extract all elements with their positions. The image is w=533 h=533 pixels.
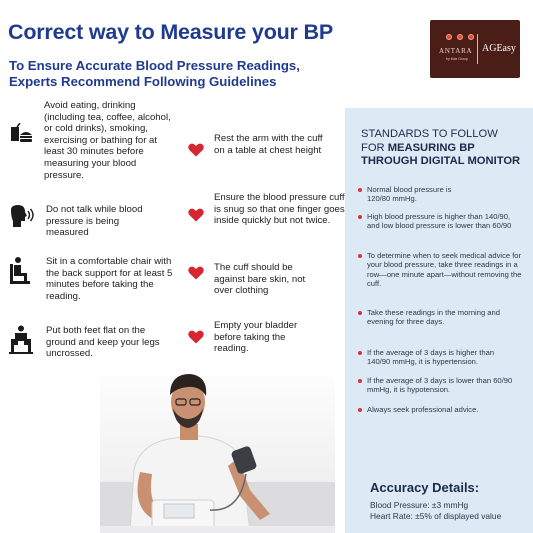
bullet-icon	[358, 408, 362, 412]
accuracy-hr: Heart Rate: ±5% of displayed value	[370, 511, 502, 521]
accuracy-bp: Blood Pressure: ±3 mmHg	[370, 500, 469, 510]
standard-item	[358, 251, 528, 289]
tip-bladder	[188, 320, 319, 355]
standard-text: If the average of 3 days is lower than 60/90 mmHg, it is hypotension.	[367, 376, 513, 395]
tip-text: Empty your bladder before taking the reading.	[214, 320, 298, 355]
standard-item	[358, 185, 528, 204]
heart-icon	[188, 143, 204, 157]
bullet-icon	[358, 188, 362, 192]
tip-text: Put both feet flat on the ground and keep your legs uncrossed.	[46, 325, 160, 360]
standard-item	[358, 212, 528, 231]
heart-icon	[188, 330, 204, 344]
panel-heading-prefix: FOR	[361, 141, 388, 154]
heart-icon	[188, 266, 204, 280]
man-measuring-bp-image	[100, 362, 335, 533]
standard-item	[358, 376, 528, 395]
standard-text: Take these readings in the morning and evening for three days.	[367, 308, 500, 327]
bullet-icon	[358, 311, 362, 315]
speaking-head-icon	[8, 204, 34, 234]
page-subtitle: To Ensure Accurate Blood Pressure Readings, Experts Recommend Following Guidelines	[9, 58, 300, 89]
bullet-icon	[358, 215, 362, 219]
tip-feet-flat	[8, 325, 178, 360]
tip-text: Rest the arm with the cuff on a table at chest height	[214, 133, 323, 156]
standard-text: Normal blood pressure is 120/80 mmHg.	[367, 185, 452, 204]
panel-heading	[361, 128, 521, 169]
panel-heading-bold: MEASURING BP THROUGH DIGITAL MONITOR	[361, 141, 521, 167]
tip-no-talk	[8, 204, 178, 239]
tip-text: Sit in a comfortable chair with the back support for at least 5 minutes before taking the reading.	[46, 256, 173, 302]
tip-text: Do not talk while blood pressure is being measured	[46, 204, 143, 239]
brand-logo	[430, 20, 520, 78]
heart-icon	[188, 208, 204, 222]
tip-bare-skin	[188, 262, 319, 297]
panel-heading-line2	[361, 142, 521, 169]
standard-item	[358, 348, 528, 367]
standard-text: If the average of 3 days is higher than 140/90 mmHg, it is hypertension.	[367, 348, 495, 367]
tip-text: Ensure the blood pressure cuff is snug so that one finger goes inside quickly but not twice.	[214, 192, 345, 227]
standard-text: To determine when to seek medical advice for your blood pressure, take three readings in a row—one minute apart—without removing the cuff.	[367, 251, 522, 289]
standard-item	[358, 308, 528, 327]
logo-brand-right: AGEasy	[482, 43, 516, 54]
bullet-icon	[358, 379, 362, 383]
logo-brand-left: ANTARA	[439, 47, 473, 55]
tip-no-food	[8, 100, 178, 181]
tip-text: The cuff should be against bare skin, not over clothing	[214, 262, 306, 297]
standard-text: High blood pressure is higher than 140/90, and low blood pressure is lower than 60/90	[367, 212, 512, 231]
tip-text: Avoid eating, drinking (including tea, coffee, alcohol, or cold drinks), smoking, exercising or bathing for at least 30 minutes before measuring your blood pressure.	[44, 100, 171, 181]
standards-panel	[345, 108, 533, 533]
logo-divider	[477, 34, 478, 64]
accuracy-title: Accuracy Details:	[370, 480, 480, 495]
bullet-icon	[358, 351, 362, 355]
panel-heading-line1: STANDARDS TO FOLLOW	[361, 128, 498, 140]
page-title: Correct way to Measure your BP	[8, 20, 333, 44]
standard-text: Always seek professional advice.	[367, 405, 479, 414]
standard-item	[358, 405, 528, 414]
fast-food-icon	[8, 123, 34, 153]
logo-brand-left-sub: by Max Group	[446, 57, 468, 61]
feet-flat-icon	[8, 325, 34, 355]
tip-cuff-snug	[188, 192, 346, 227]
person-seated-icon	[8, 256, 34, 286]
logo-dots-icon	[446, 34, 474, 40]
tip-arm-rest	[188, 133, 329, 157]
tip-sit	[8, 256, 178, 302]
bullet-icon	[358, 254, 362, 258]
